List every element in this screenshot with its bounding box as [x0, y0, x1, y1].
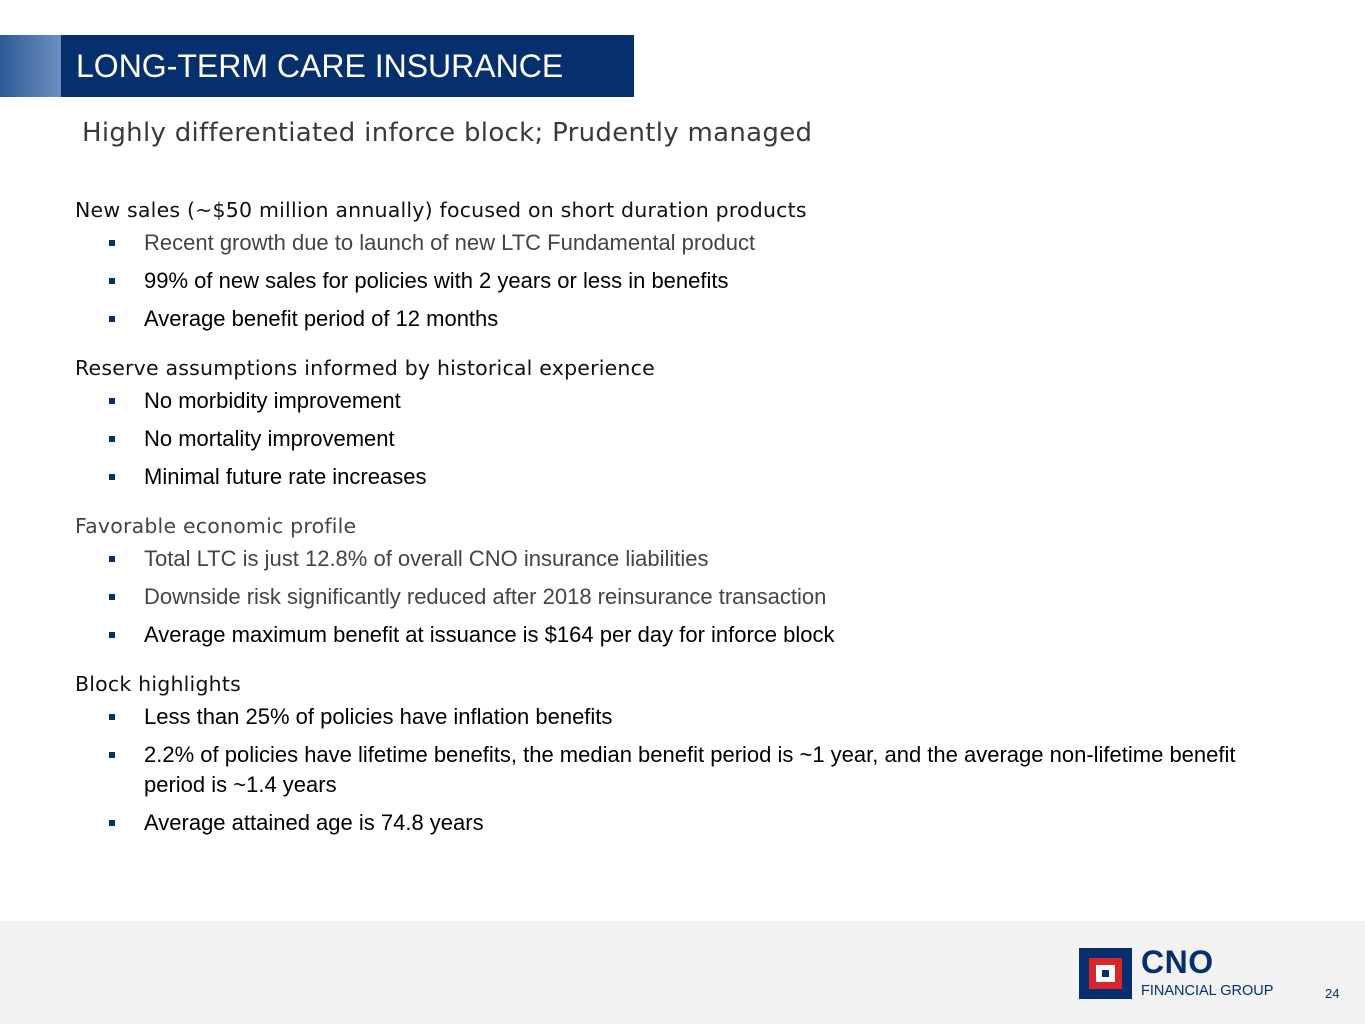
list-item-text: No mortality improvement [144, 426, 395, 451]
bullet-list [75, 702, 1275, 838]
section-heading: Favorable economic profile [75, 514, 357, 538]
header-accent [0, 35, 61, 97]
cno-logo-icon [1079, 948, 1132, 999]
section-heading: Reserve assumptions informed by historical experience [75, 356, 655, 380]
bullet-square-icon [109, 594, 115, 600]
slide-subtitle: Highly differentiated inforce block; Prudently managed [82, 118, 813, 148]
bullet-square-icon [109, 240, 115, 246]
list-item [75, 424, 1275, 454]
section-reserve-assumptions [75, 354, 1275, 492]
bullet-square-icon [109, 398, 115, 404]
list-item [75, 304, 1275, 334]
list-item [75, 266, 1275, 296]
section-block-highlights [75, 670, 1275, 838]
list-item [75, 228, 1275, 258]
list-item [75, 702, 1275, 732]
list-item-text: Average benefit period of 12 months [144, 306, 499, 331]
bullet-square-icon [109, 556, 115, 562]
list-item-text: 99% of new sales for policies with 2 years or less in benefits [144, 268, 729, 293]
list-item [75, 620, 1275, 650]
bullet-list [75, 228, 1275, 334]
list-item [75, 582, 1275, 612]
bullet-list [75, 544, 1275, 650]
list-item [75, 462, 1275, 492]
list-item-text: Minimal future rate increases [144, 464, 427, 489]
list-item [75, 386, 1275, 416]
list-item-text: Less than 25% of policies have inflation benefits [144, 704, 613, 729]
bullet-square-icon [109, 752, 115, 758]
list-item [75, 740, 1275, 800]
bullet-square-icon [109, 278, 115, 284]
bullet-square-icon [109, 316, 115, 322]
bullet-square-icon [109, 632, 115, 638]
list-item-text: Average maximum benefit at issuance is $164 per day for inforce block [144, 622, 835, 647]
logo-wordmark: CNO [1141, 944, 1214, 980]
cno-logo [1079, 944, 1319, 1002]
bullet-square-icon [109, 820, 115, 826]
slide-title: LONG-TERM CARE INSURANCE [61, 35, 634, 97]
slide-content [75, 196, 1275, 858]
list-item-text: Total LTC is just 12.8% of overall CNO insurance liabilities [144, 546, 709, 571]
section-new-sales [75, 196, 1275, 334]
page-number: 24 [1325, 986, 1340, 1001]
list-item [75, 808, 1275, 838]
list-item-text: Downside risk significantly reduced after 2018 reinsurance transaction [144, 584, 827, 609]
bullet-square-icon [109, 714, 115, 720]
section-heading: Block highlights [75, 672, 241, 696]
bullet-square-icon [109, 474, 115, 480]
bullet-square-icon [109, 436, 115, 442]
list-item-text: No morbidity improvement [144, 388, 401, 413]
section-heading: New sales (~$50 million annually) focused on short duration products [75, 198, 807, 222]
bullet-list [75, 386, 1275, 492]
logo-tagline: FINANCIAL GROUP [1141, 983, 1274, 999]
section-economic-profile [75, 512, 1275, 650]
list-item-text: Average attained age is 74.8 years [144, 810, 484, 835]
list-item-text: Recent growth due to launch of new LTC Fundamental product [144, 230, 756, 255]
list-item [75, 544, 1275, 574]
list-item-text: 2.2% of policies have lifetime benefits, the median benefit period is ~1 year, and the average non-lifetime benefit period is ~1.4 years [144, 742, 1236, 797]
